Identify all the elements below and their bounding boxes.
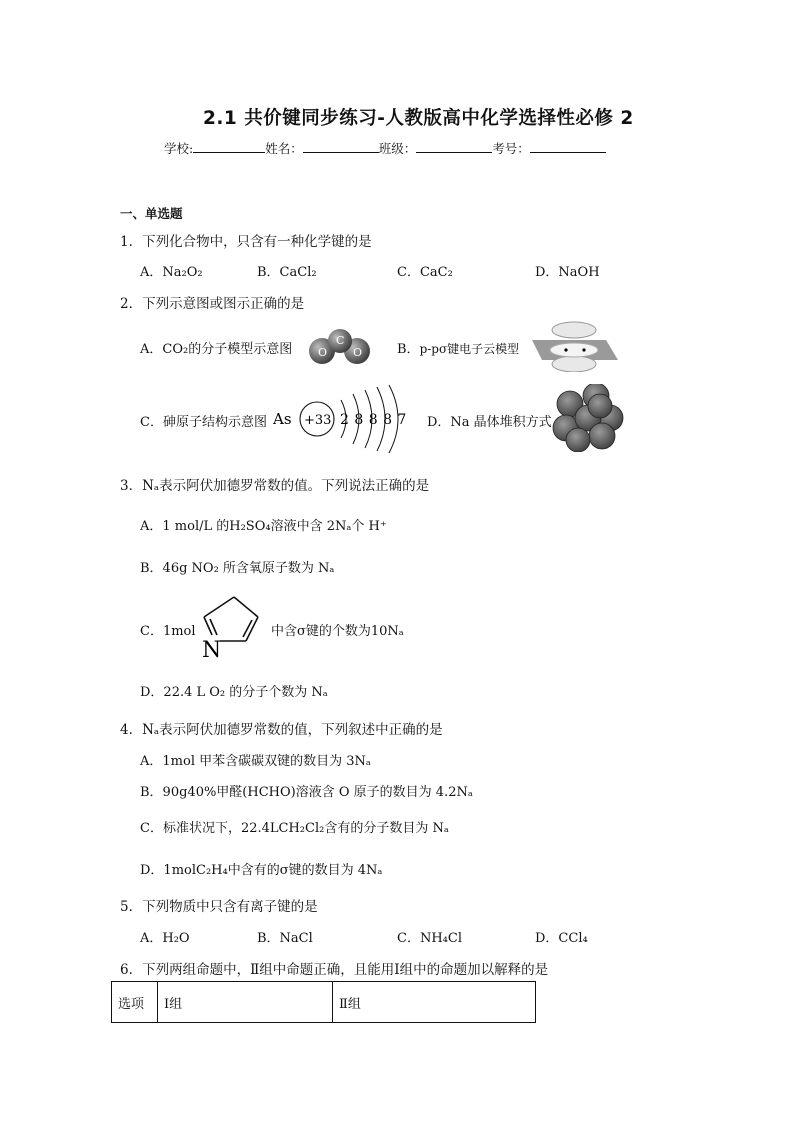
question-3-option-d: D．22.4 L O₂ 的分子个数为 Nₐ	[140, 685, 328, 700]
nucleus-dot	[564, 348, 567, 351]
name-label: 姓名：	[265, 141, 303, 156]
question-2-option-a: A．CO₂的分子模型示意图	[140, 342, 293, 357]
question-4-stem: 4．Nₐ表示阿伏加德罗常数的值，下列叙述中正确的是	[120, 722, 443, 738]
question-6-table	[111, 981, 536, 1023]
question-4-option-a: A．1mol 甲苯含碳碳双键的数目为 3Nₐ	[140, 754, 371, 769]
question-5-option-d: D．CCl₄	[535, 931, 588, 946]
question-2-option-b	[397, 338, 519, 357]
question-3-stem: 3．Nₐ表示阿伏加德罗常数的值。下列说法正确的是	[120, 478, 430, 494]
table-header-cell: Ⅱ组	[333, 982, 536, 1023]
question-5-stem: 5．下列物质中只含有离子键的是	[120, 899, 318, 915]
question-1-option-a: A．Na₂O₂	[140, 265, 203, 280]
question-1-option-d: D．NaOH	[535, 265, 600, 280]
class-label: 班级：	[378, 141, 417, 156]
question-4-option-c: C．标准状况下，22.4LCH₂Cl₂含有的分子数目为 Nₐ	[140, 821, 449, 836]
question-5-option-b: B．NaCl	[257, 931, 313, 946]
question-2-option-c: C．砷原子结构示意图	[140, 415, 267, 430]
question-5-option-a: A．H₂O	[140, 931, 190, 946]
question-2-option-d: D．Na 晶体堆积方式	[427, 415, 552, 430]
question-1-option-b: B．CaCl₂	[257, 265, 317, 280]
section-heading: 一、单选题	[120, 206, 183, 221]
question-3-option-a: A．1 mol/L 的H₂SO₄溶液中含 2Nₐ个 H⁺	[140, 519, 387, 534]
page-title: 2.1 共价键同步练习-人教版高中化学选择性必修 2	[203, 108, 634, 129]
table-header-cell: 选项	[112, 982, 158, 1023]
question-1-option-c: C．CaC₂	[397, 265, 453, 280]
orbital-lobe-upper	[552, 322, 596, 338]
school-blank[interactable]	[193, 140, 265, 153]
option-b-letter: B．	[397, 342, 420, 357]
school-label: 学校:	[164, 141, 194, 156]
name-blank[interactable]	[303, 140, 379, 153]
orbital-lobe-lower	[552, 356, 596, 372]
table-header-cell: Ⅰ组	[158, 982, 333, 1023]
electron-counts: 2 8 8 8 7	[340, 412, 407, 428]
sigma-bond-label: p-pσ键电子云模型	[419, 342, 520, 356]
pyrrole-ring-structure	[198, 591, 266, 661]
nucleus-dot	[582, 348, 585, 351]
co2-molecule-model	[305, 327, 375, 367]
orbital-overlap	[550, 343, 598, 357]
na-crystal-packing	[552, 384, 624, 452]
student-info-line	[164, 139, 606, 157]
co2-atom-label: O	[353, 346, 363, 359]
co2-atom-label: O	[318, 346, 328, 359]
class-blank[interactable]	[416, 140, 492, 153]
co2-atom-label: C	[336, 334, 345, 347]
question-4-option-b: B．90g40%甲醛(HCHO)溶液含 O 原子的数目为 4.2Nₐ	[140, 785, 473, 800]
table-header-row	[112, 982, 536, 1023]
p-p-sigma-orbital-model	[532, 320, 618, 372]
arsenic-symbol: As	[273, 410, 292, 428]
arsenic-atom-structure-diagram	[273, 382, 413, 454]
question-3-option-b: B．46g NO₂ 所含氧原子数为 Nₐ	[140, 561, 335, 576]
question-1-stem: 1．下列化合物中，只含有一种化学键的是	[120, 234, 372, 250]
nitrogen-atom: N	[202, 638, 222, 661]
question-6-stem: 6．下列两组命题中，Ⅱ组中命题正确，且能用Ⅰ组中的命题加以解释的是	[120, 962, 549, 978]
question-3-option-c-suffix: 中含σ键的个数为10Nₐ	[271, 624, 404, 639]
question-5-option-c: C．NH₄Cl	[397, 931, 462, 946]
question-2-stem: 2．下列示意图或图示正确的是	[120, 296, 305, 312]
question-4-option-d: D．1molC₂H₄中含有的σ键的数目为 4Nₐ	[140, 863, 383, 878]
nucleus-charge: +33	[304, 413, 332, 428]
exam-no-label: 考号：	[492, 141, 530, 156]
exam-no-blank[interactable]	[530, 140, 606, 153]
question-3-option-c-prefix: C．1mol	[140, 624, 196, 639]
